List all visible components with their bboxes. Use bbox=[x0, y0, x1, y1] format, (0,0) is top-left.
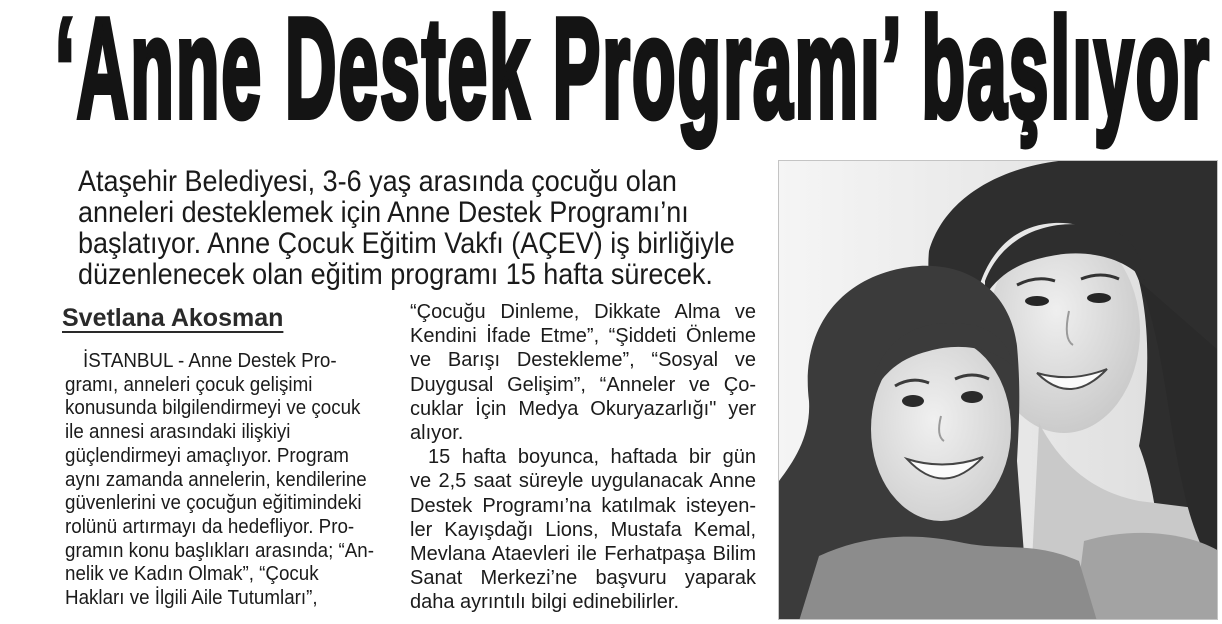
child-eye-left bbox=[902, 395, 924, 407]
lead-line: düzenlenecek olan eğitim programı 15 hafta sürecek. bbox=[78, 258, 713, 291]
photo-mother-and-daughter bbox=[779, 161, 1218, 620]
body-line: alıyor. bbox=[410, 422, 464, 445]
woman-jacket bbox=[1074, 533, 1218, 620]
lead-line: anneleri desteklemek için Anne Destek Programı’nı bbox=[78, 196, 689, 229]
body-line: konusunda bilgilendirmeyi ve çocuk bbox=[65, 397, 361, 420]
body-line: ve Barışı Destekleme”, “Sosyal ve bbox=[410, 349, 756, 372]
body-line: ile annesi arasındaki ilişkiyi bbox=[65, 421, 291, 444]
body-column-left bbox=[65, 350, 377, 611]
child-eye-right bbox=[961, 391, 983, 403]
body-paragraph bbox=[410, 300, 756, 445]
body-line: “Çocuğu Dinleme, Dikkate Alma ve bbox=[410, 301, 756, 323]
body-line: güçlendirmeyi amaçlıyor. Program bbox=[65, 444, 349, 467]
body-line: rolünü artırmayı da hedefliyor. Pro- bbox=[65, 515, 355, 538]
body-line: Mevlana Ataevleri ile Ferhatpaşa Bilim bbox=[410, 543, 756, 566]
body-column-right-text bbox=[410, 300, 756, 615]
body-line: gramı, anneleri çocuk gelişimi bbox=[65, 373, 313, 396]
woman-eye-left bbox=[1025, 296, 1049, 306]
body-line: daha ayrıntılı bilgi edinebilirler. bbox=[410, 591, 680, 614]
lead-line: Ataşehir Belediyesi, 3-6 yaş arasında çocuğu olan bbox=[78, 165, 677, 198]
body-line: gramın konu başlıkları arasında; “An- bbox=[65, 539, 374, 562]
headline: ‘Anne Destek Programı’ başlıyor bbox=[55, 0, 1211, 148]
body-line: nelik ve Kadın Olmak”, “Çocuk bbox=[65, 563, 319, 586]
body-line: ler Kayışdağı Lions, Mustafa Kemal, bbox=[410, 518, 756, 541]
body-line: Destek Programı’na katılmak isteyen- bbox=[410, 494, 756, 517]
lead-line: başlatıyor. Anne Çocuk Eğitim Vakfı (AÇEV) iş birliğiyle bbox=[78, 227, 735, 260]
body-line: İSTANBUL - Anne Destek Pro- bbox=[82, 350, 337, 372]
body-line: güvenlerini ve çocuğun eğitimindeki bbox=[65, 492, 362, 515]
body-line: aynı zamanda annelerin, kendilerine bbox=[65, 468, 367, 491]
body-paragraph bbox=[65, 350, 377, 611]
body-paragraph bbox=[410, 445, 756, 614]
byline-author: Svetlana Akosman bbox=[62, 304, 284, 332]
body-line: Duygusal Gelişim”, “Anneler ve Ço- bbox=[410, 373, 756, 396]
woman-eye-right bbox=[1087, 293, 1111, 303]
article-photo bbox=[778, 160, 1218, 620]
body-line: ve 2,5 saat süreyle uygulanacak Anne bbox=[410, 470, 756, 493]
body-line: cuklar İçin Medya Okuryazarlığı" yer bbox=[410, 397, 756, 420]
body-line: 15 hafta boyunca, haftada bir gün bbox=[428, 446, 756, 469]
body-line: Hakları ve İlgili Aile Tutumları”, bbox=[65, 587, 318, 610]
body-column-left-text bbox=[65, 350, 377, 611]
lead-paragraph bbox=[78, 166, 758, 290]
lead-text bbox=[78, 166, 758, 290]
body-line: Kendini İfade Etme”, “Şiddeti Önleme bbox=[410, 325, 756, 348]
body-column-right bbox=[410, 300, 756, 615]
body-line: Sanat Merkezi’ne başvuru yaparak bbox=[410, 567, 756, 590]
